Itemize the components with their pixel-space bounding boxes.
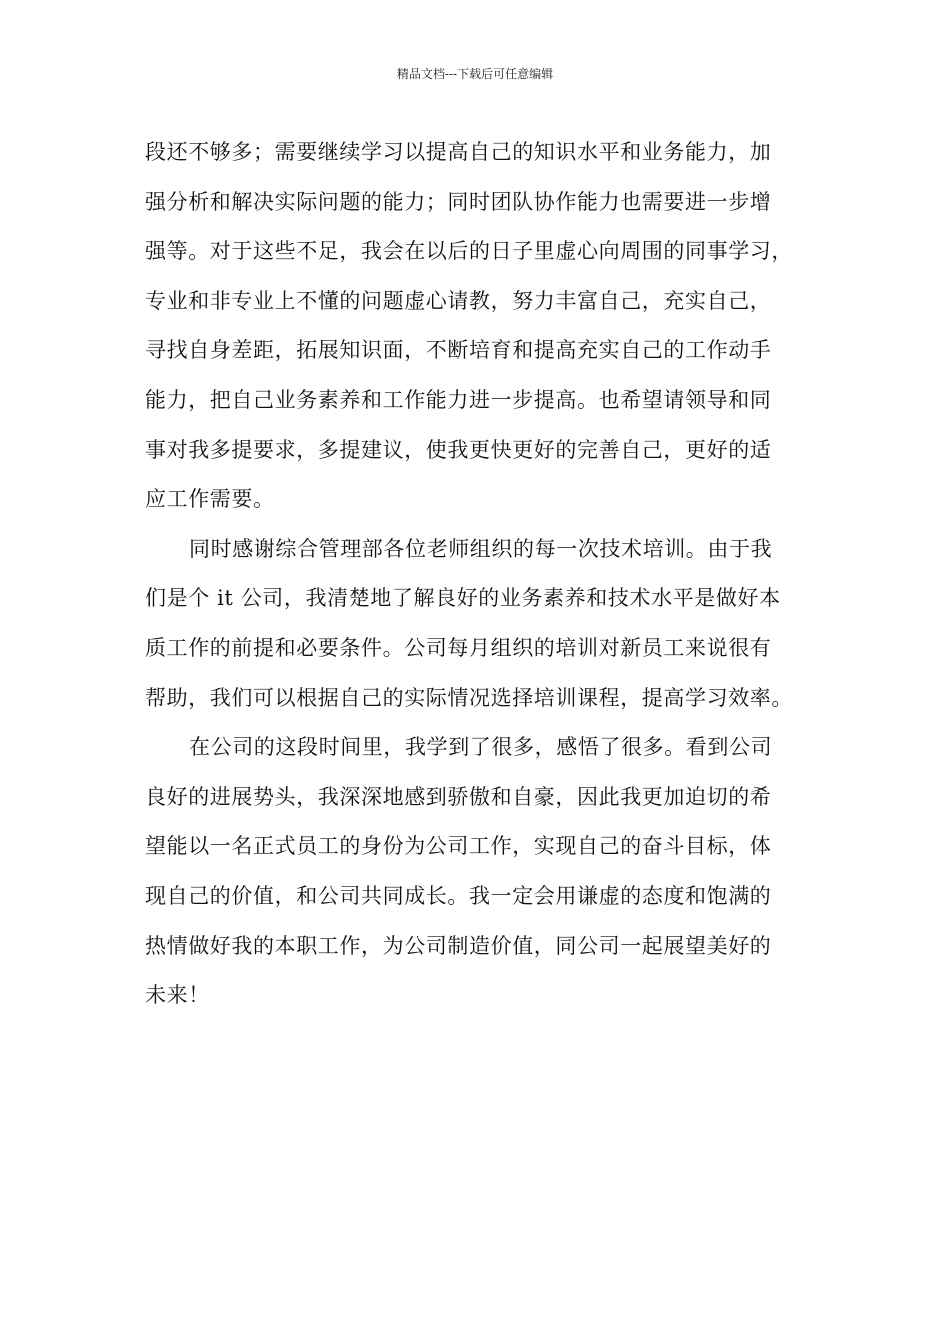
text-line: 现自己的价值，和公司共同成长。我一定会用谦虚的态度和饱满的 [145, 883, 772, 908]
text-line: 望能以一名正式员工的身份为公司工作，实现自己的奋斗目标，体 [145, 834, 772, 859]
text-line: 强分析和解决实际问题的能力；同时团队协作能力也需要进一步增 [145, 189, 772, 214]
text-line: 们是个 it 公司，我清楚地了解良好的业务素养和技术水平是做好本 [145, 586, 781, 611]
text-line: 强等。对于这些不足，我会在以后的日子里虚心向周围的同事学习， [145, 239, 793, 264]
text-line: 在公司的这段时间里，我学到了很多，感悟了很多。看到公司 [189, 735, 773, 760]
text-line: 质工作的前提和必要条件。公司每月组织的培训对新员工来说很有 [145, 635, 772, 660]
paragraph [145, 723, 825, 1021]
page-header: 精品文档---下载后可任意编辑 [396, 67, 554, 81]
text-line: 寻找自身差距，拓展知识面，不断培育和提高充实自己的工作动手 [145, 338, 772, 363]
text-line: 段还不够多；需要继续学习以提高自己的知识水平和业务能力，加 [145, 140, 772, 164]
text-line: 事对我多提要求，多提建议，使我更快更好的完善自己，更好的适 [145, 437, 772, 462]
text-line: 应工作需要。 [145, 487, 275, 512]
paragraph [145, 525, 825, 723]
text-line: 良好的进展势头，我深深地感到骄傲和自豪，因此我更加迫切的希 [145, 784, 772, 809]
text-line: 专业和非专业上不懂的问题虚心请教，努力丰富自己，充实自己， [145, 288, 772, 313]
text-line: 未来！ [145, 983, 210, 1008]
document-body [145, 128, 825, 1021]
text-line: 同时感谢综合管理部各位老师组织的每一次技术培训。由于我 [189, 536, 773, 561]
text-line: 能力，把自己业务素养和工作能力进一步提高。也希望请领导和同 [145, 387, 772, 412]
text-line: 热情做好我的本职工作，为公司制造价值，同公司一起展望美好的 [145, 933, 772, 958]
paragraph [145, 128, 825, 525]
text-line: 帮助，我们可以根据自己的实际情况选择培训课程，提高学习效率。 [145, 685, 793, 710]
